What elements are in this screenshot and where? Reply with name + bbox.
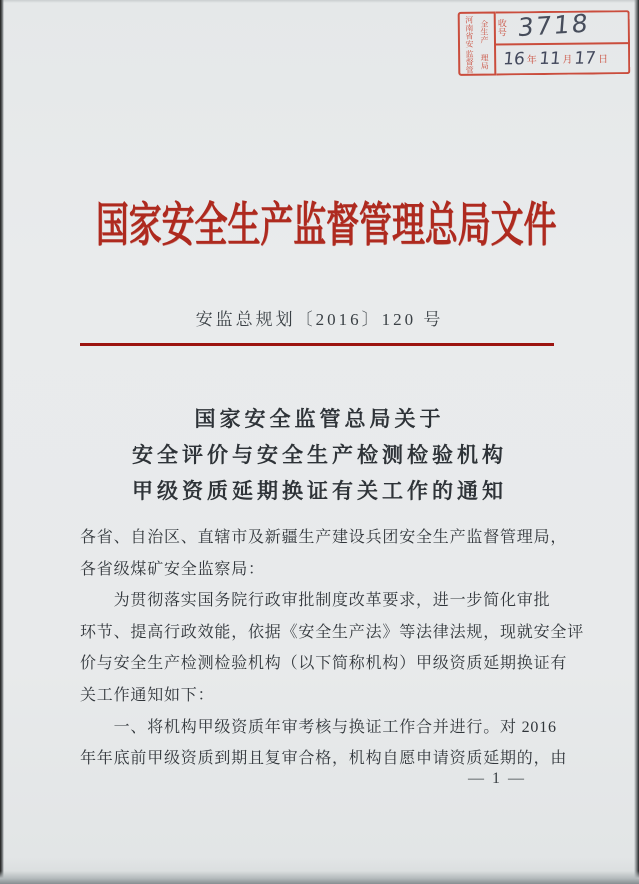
scan-edge-bottom [0, 871, 639, 884]
stamp-fields-box [496, 10, 631, 75]
scan-edge-left [0, 0, 4, 884]
stamp-org-column-right: 监督管理局 [465, 49, 490, 74]
stamp-date-row [496, 44, 628, 74]
notice-title [0, 401, 639, 509]
scan-edge-right [634, 0, 639, 884]
stamp-date-day: 17 [573, 48, 598, 69]
stamp-date-month-unit: 月 [562, 55, 573, 67]
notice-title-line-1: 国家安全监管总局关于 [194, 407, 445, 431]
notice-title-line-2: 安全评价与安全生产检测检验机构 [132, 443, 507, 467]
body-line-para1-2: 环节、提高行政效能，依据《安全生产法》等法律法规，现就安全评 [80, 623, 585, 641]
stamp-receipt-number: 3718 [516, 8, 591, 43]
agency-letterhead-title: 国家安全生产监督管理总局文件 [95, 200, 557, 252]
body-line-para1-4: 关工作通知如下： [80, 686, 215, 704]
stamp-org-column-left: 河南省安全生产 [464, 15, 489, 48]
body-line-addressee-2: 各省级煤矿安全监察局： [80, 560, 265, 578]
notice-body [80, 522, 585, 775]
body-line-para2-1: 一、将机构甲级资质年审考核与换证工作合并进行。对 2016 [80, 718, 557, 736]
stamp-date-year: 16 [502, 49, 526, 70]
stamp-org-box [458, 12, 497, 76]
document-number: 安监总规划〔2016〕120 号 [195, 310, 444, 329]
scan-edge-top [0, 0, 639, 3]
body-line-para2-2: 年年底前甲级资质到期且复审合格，机构自愿申请资质延期的，由 [80, 750, 568, 768]
red-separator-line [80, 343, 554, 346]
stamp-number-row [496, 8, 628, 45]
body-line-addressee-1: 各省、自治区、直辖市及新疆生产建设兵团安全生产监督管理局， [80, 529, 568, 546]
notice-title-line-3: 甲级资质延期换证有关工作的通知 [132, 479, 507, 503]
stamp-date-year-unit: 年 [526, 55, 537, 67]
receipt-stamp [458, 10, 631, 76]
body-line-para1-1: 为贯彻落实国务院行政审批制度改革要求，进一步简化审批 [80, 592, 551, 610]
stamp-date-month: 11 [537, 48, 562, 69]
body-line-para1-3: 价与安全生产检测检验机构（以下简称机构）甲级资质延期换证有 [80, 655, 568, 673]
page-number: — 1 — [468, 770, 526, 787]
stamp-receipt-label: 收号 [497, 18, 507, 38]
stamp-date-day-unit: 日 [598, 54, 609, 66]
